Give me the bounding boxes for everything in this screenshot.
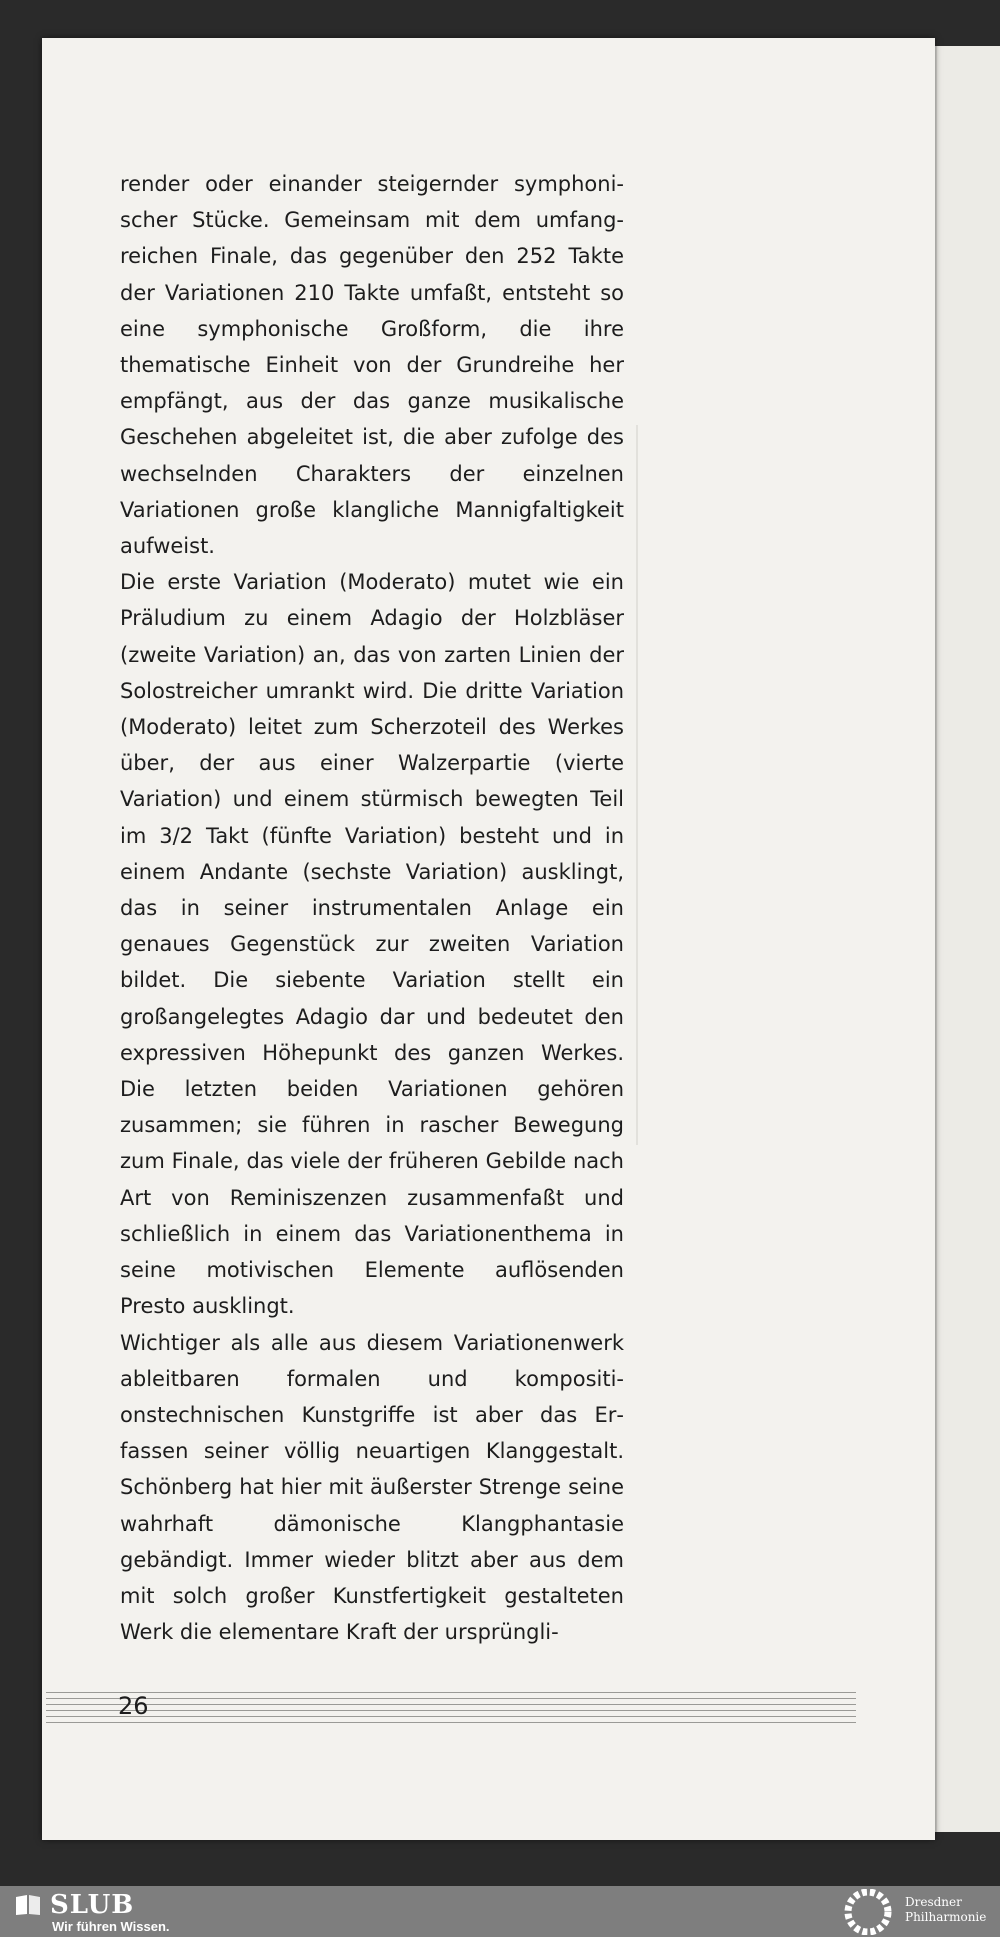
slub-book-icon <box>14 1894 42 1916</box>
library-logo-text: SLUB <box>50 1890 135 1920</box>
paragraph-1: render oder einander steigernder symphonischer Stücke. Gemeinsam mit dem umfangreichen Finale, das gegenüber den 252 Takte der Variationen 210 Takte umfaßt, entsteht so eine symphonische Großform, die ihre thematische Einheit von der Grundreihe her empfängt, aus der das ganze musikalische Geschehen abgeleitet ist, die aber zufolge des wechselnden Charakters der einzelnen Variationen große klangliche Mannigfaltigkeit aufweist. <box>120 172 624 559</box>
orchestra-name: Dresdner Philharmonie <box>905 1895 987 1924</box>
body-text <box>120 166 624 1650</box>
paragraph-3: Wichtiger als alle aus diesem Variationenwerk ableitbaren formalen und kompositionstechnischen Kunstgriffe ist aber das Erfassen seiner völlig neuartigen Klanggestalt. Schönberg hat hier mit äußerster Strenge seine wahrhaft dämonische Klangphantasie gebändigt. Immer wieder blitzt aber aus dem mit solch großer Kunstfertigkeit gestalteten Werk die elementare Kraft der ursprüngli- <box>120 1330 624 1645</box>
facing-page-edge <box>935 46 1000 1832</box>
page-footer-rules <box>46 1692 856 1736</box>
viewer-footer-bar <box>0 1886 1000 1937</box>
orchestra-logo-icon <box>840 1889 896 1935</box>
paragraph-2: Die erste Variation (Moderato) mutet wie ein Präludium zu einem Adagio der Holzbläser (zweite Variation) an, das von zarten Linien der Solostreicher umrankt wird. Die dritte Variation (Moderato) leitet zum Scherzoteil des Werkes über, der aus einer Walzerpartie (vierte Variation) und einem stürmisch bewegten Teil im 3/2 Takt (fünfte Variation) besteht und in einem Andante (sechste Variation) ausklingt, das in seiner instrumentalen Anlage ein genaues Gegenstück zur zweiten Variation bildet. Die siebente Variation stellt ein großangelegtes Adagio dar und bedeutet den expressiven Höhepunkt des ganzen Werkes. Die letzten beiden Variationen gehören zusammen; sie führen in rascher Bewegung zum Finale, das viele der früheren Gebilde nach Art von Reminiszenzen zusammenfaßt und schließlich in einem das Variationenthema in seine motivischen Elemente auflösenden Presto ausklingt. <box>120 570 624 1319</box>
library-tagline: Wir führen Wissen. <box>52 1919 170 1934</box>
margin-note-rule <box>636 425 638 1145</box>
page-number: 26 <box>118 1692 149 1720</box>
